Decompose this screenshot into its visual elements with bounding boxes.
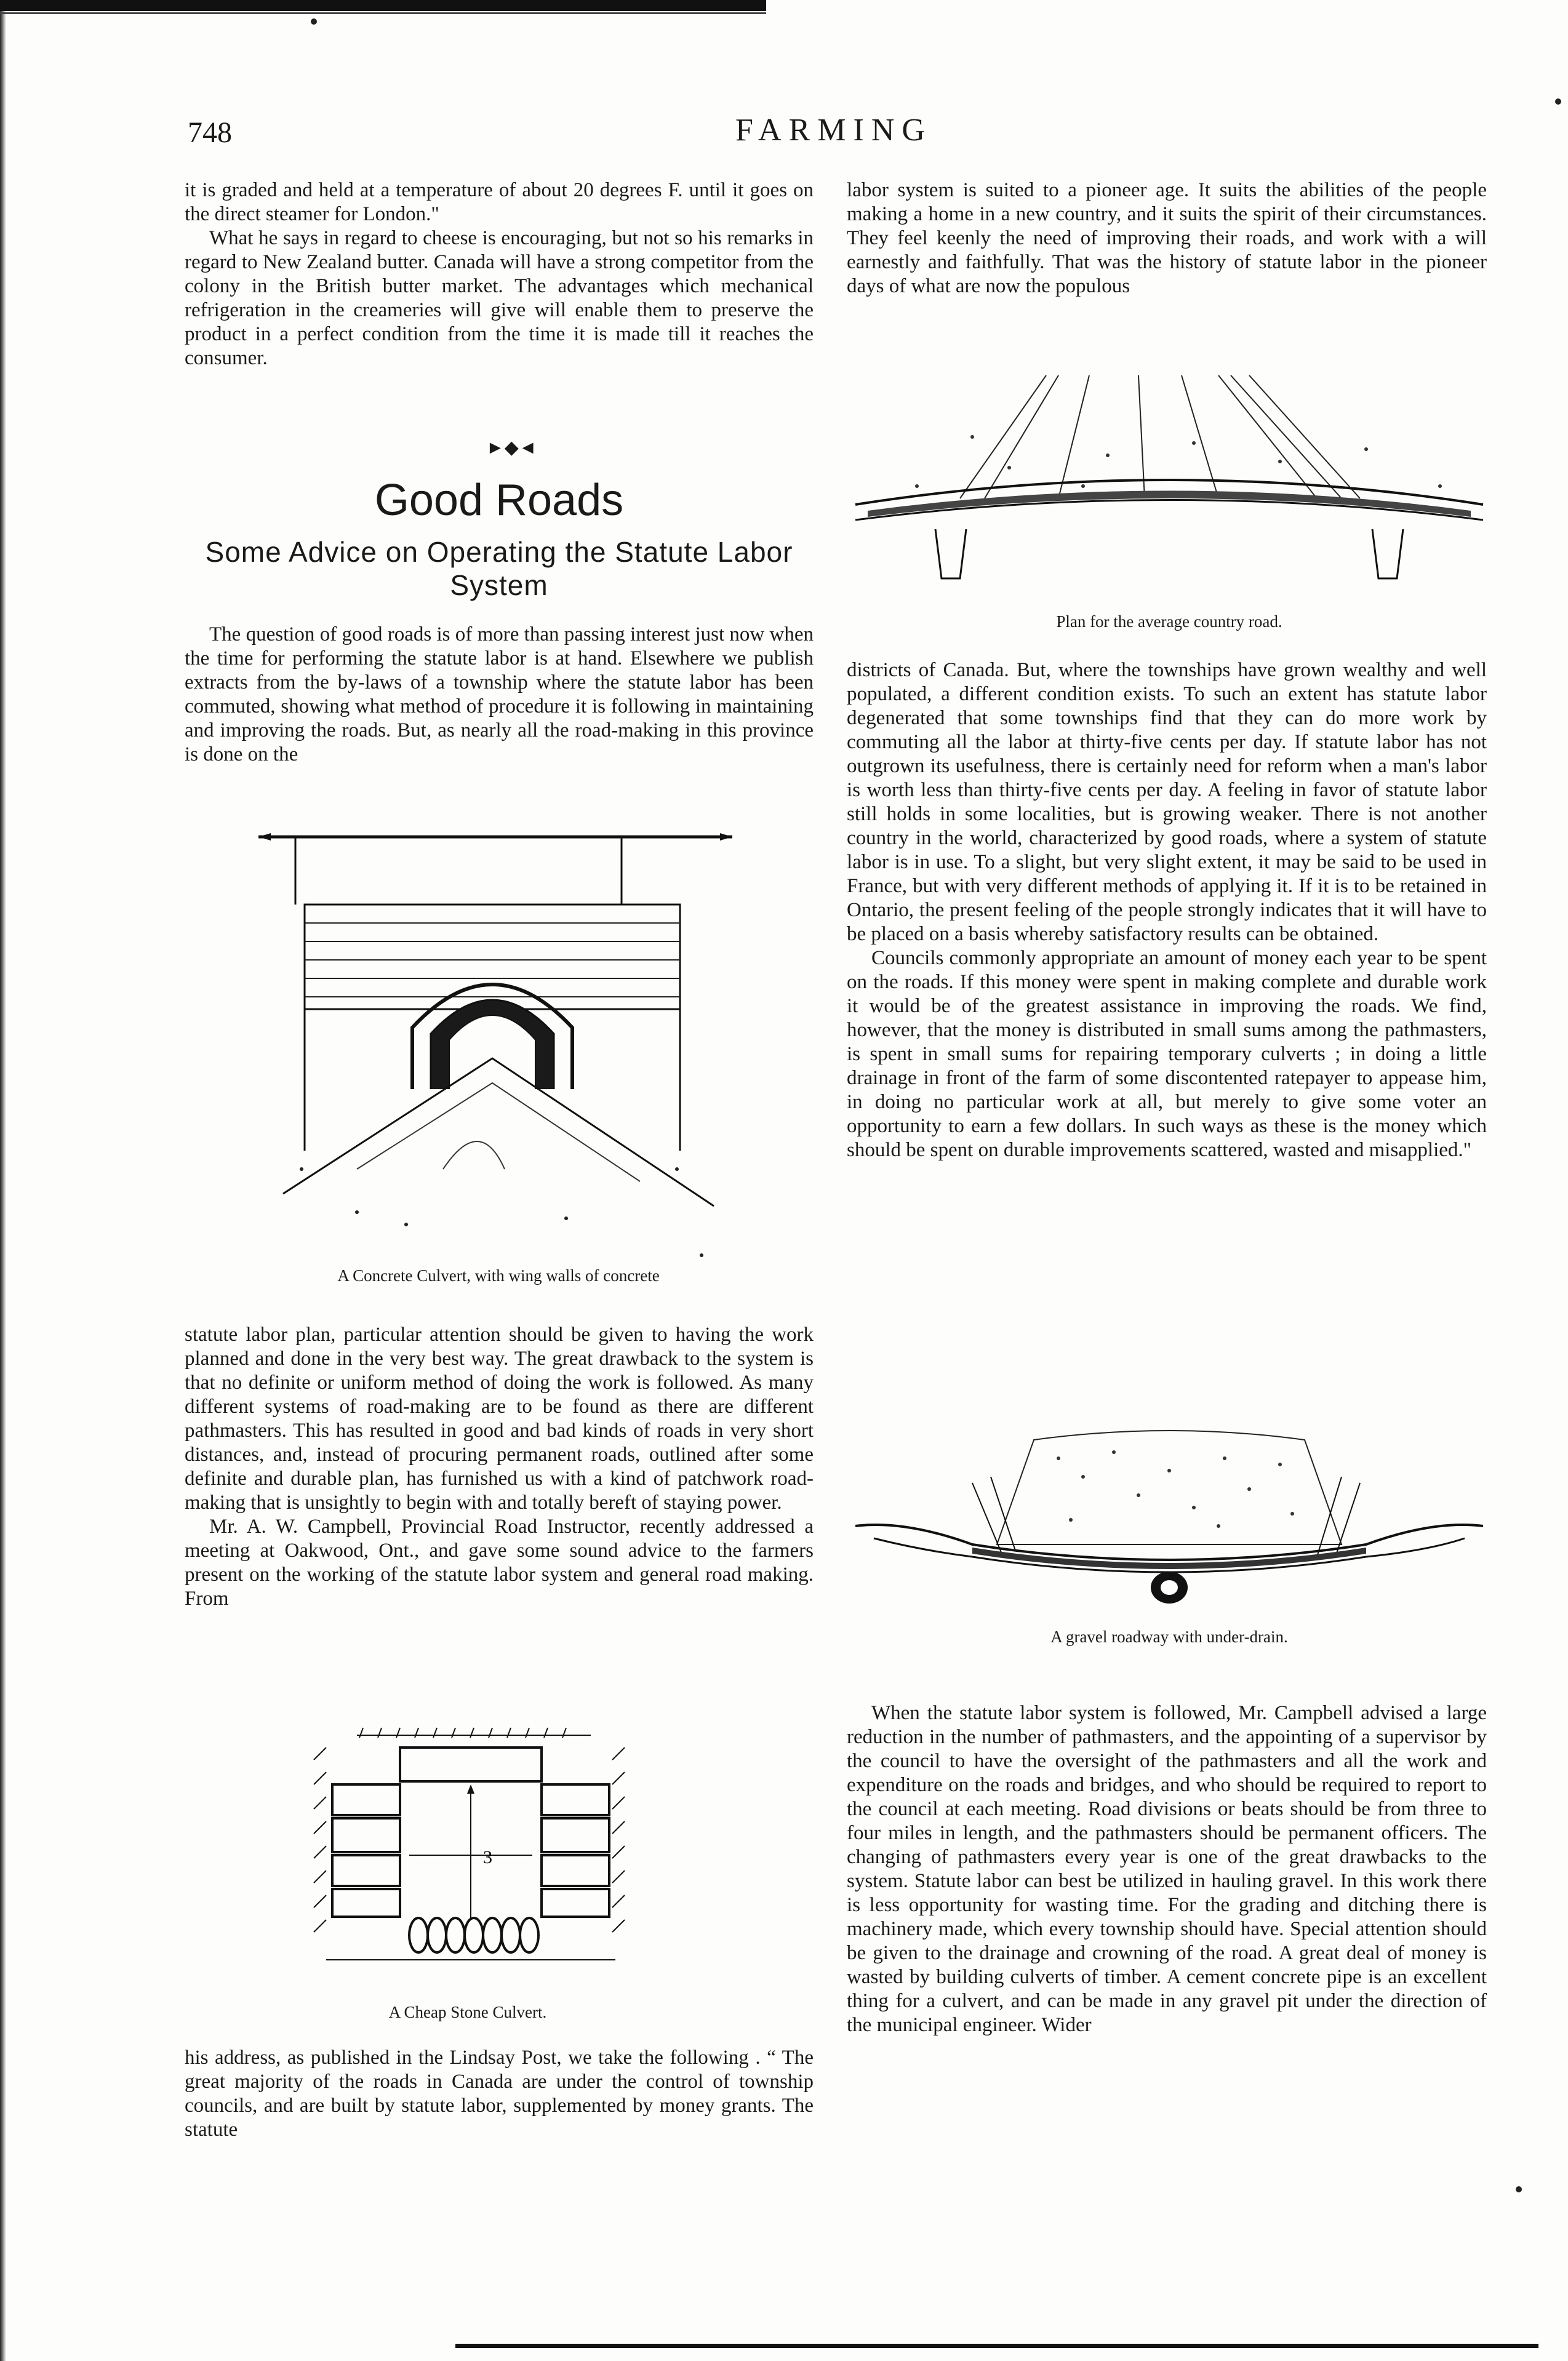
- article-title: Good Roads: [374, 476, 624, 525]
- paragraph: Councils commonly appropriate an amount of money each year to be spent on the roads. If this money were spent in making complete and durable work it would be of the greatest assistance in improving the roads. We find, however, that the money is distributed in small sums among the pathmasters, is spent in small sums for repairing temporary culverts ; in doing a little drainage in front of the farm of some discontented ratepayer to appease him, in doing no particular work at all, but merely to give some voter an opportunity to earn a few dollars. In such ways as these is the money which should be spent on durable improvements scattered, wasted and misapplied.": [847, 947, 1487, 1161]
- section-ornament: ►◆◄: [486, 437, 537, 458]
- paragraph: What he says in regard to cheese is encouraging, but not so his remarks in regard to New Zealand butter. Canada will have a strong competitor from the colony in the British butter market. The advantages which mechanical refrigeration in the creameries will give will enable them to preserve the product in a perfect condition from the time it is made till it reaches the consumer.: [185, 227, 814, 369]
- scan-speck: [311, 18, 317, 25]
- running-title: FARMING: [735, 113, 932, 148]
- concrete-culvert-figure: [246, 825, 751, 1261]
- paragraph: it is graded and held at a temperature of about 20 degrees F. until it goes on the direct steamer for London.": [185, 179, 814, 225]
- left-column-article-mid: [185, 1323, 814, 1611]
- bottom-rule: [455, 2344, 1538, 2348]
- country-road-figure: [849, 363, 1489, 609]
- gravel-roadway-figure: [849, 1421, 1489, 1624]
- scan-speck: [1516, 2186, 1522, 2192]
- left-column-intro: [185, 178, 814, 370]
- stone-culvert-figure: [308, 1723, 628, 1987]
- paragraph: Mr. A. W. Campbell, Provincial Road Instructor, recently addressed a meeting at Oakwood, Ont., and gave some sound advice to the farmers present on the working of the statute labor system and general road making. From: [185, 1516, 814, 1610]
- paragraph: his address, as published in the Lindsay Post, we take the following . “ The great majority of the roads in Canada are under the control of township councils, and are built by statute labor, supplemented by money grants. The statute: [185, 2047, 814, 2141]
- paragraph: statute labor plan, particular attention should be given to having the work planned and done in the very best way. The great drawback to the system is that no definite or uniform method of doing the work is followed. As many different systems of road-making are to be found as there are different pathmasters. This has resulted in good and bad kinds of roads in very short distances, and, instead of procuring permanent roads, outlined after some definite and durable plan, has furnished us with a kind of patchwork road-making that is unsightly to begin with and totally bereft of staying power.: [185, 1324, 814, 1514]
- paragraph: labor system is suited to a pioneer age. It suits the abilities of the people making a home in a new country, and it suits the spirit of their circumstances. They feel keenly the need of improving their roads, and work with a will earnestly and faithfully. That was the history of statute labor in the pioneer days of what are now the populous: [847, 179, 1487, 297]
- figure-caption: A Concrete Culvert, with wing walls of concrete: [337, 1266, 660, 1285]
- scan-speck: [1555, 98, 1561, 105]
- left-column-article-end: [185, 2046, 814, 2142]
- top-rule: [0, 0, 766, 11]
- article-subtitle: Some Advice on Operating the Statute Labor System: [205, 536, 793, 601]
- right-column-top: [847, 178, 1487, 298]
- right-column-middle: [847, 658, 1487, 1162]
- figure-caption: Plan for the average country road.: [1056, 612, 1282, 631]
- paragraph: districts of Canada. But, where the townships have grown wealthy and well populated, a different condition exists. To such an extent has statute labor degenerated that some townships find that they can do more work by commuting all the labor at thirty-five cents per day. If statute labor has not outgrown its usefulness, there is certainly need for reform when a man's labor is worth less than thirty-five cents per day. A feeling in favor of statute labor still holds in some localities, but is growing weaker. There is not another country in the world, characterized by good roads, where a system of statute labor is in use. To a slight, but very slight extent, it may be said to be used in France, but with very different methods of applying it. If it is to be retained in Ontario, the present feeling of the people strongly indicates that it will have to be placed on a basis whereby satisfactory results can be obtained.: [847, 659, 1487, 945]
- top-rule-thin: [0, 12, 766, 14]
- scan-edge-shadow: [0, 0, 6, 2361]
- paragraph: The question of good roads is of more than passing interest just now when the time for performing the statute labor is at hand. Elsewhere we publish extracts from the by-laws of a township where the statute labor has been commuted, showing what method of procedure it is following in maintaining and improving the roads. But, as nearly all the road-making in this province is done on the: [185, 623, 814, 765]
- left-column-article-start: [185, 623, 814, 767]
- figure-caption: A Cheap Stone Culvert.: [388, 2003, 547, 2021]
- right-column-bottom: [847, 1701, 1487, 2037]
- dimension-label: 3: [483, 1847, 492, 1868]
- paragraph: When the statute labor system is followed, Mr. Campbell advised a large reduction in the number of pathmasters, and the appointing of a supervisor by the council to have the oversight of the pathmasters and all the work and expenditure on the roads and bridges, and who should be required to report to the council at each meeting. Road divisions or beats should be from three to four miles in length, and the pathmasters should be permanent officers. The changing of pathmasters every year is one of the great drawbacks to the system. Statute labor can best be utilized in hauling gravel. In this work there is less opportunity for wasting time. For the grading and ditching there is machinery made, which every township should have. Special attention should be given to the drainage and crowning of the road. A great deal of money is wasted by building culverts of timber. A cement concrete pipe is an excellent thing for a culvert, and can be made in any gravel pit under the direction of the municipal engineer. Wider: [847, 1702, 1487, 2036]
- figure-caption: A gravel roadway with under-drain.: [1050, 1628, 1288, 1646]
- page-number: 748: [188, 116, 232, 149]
